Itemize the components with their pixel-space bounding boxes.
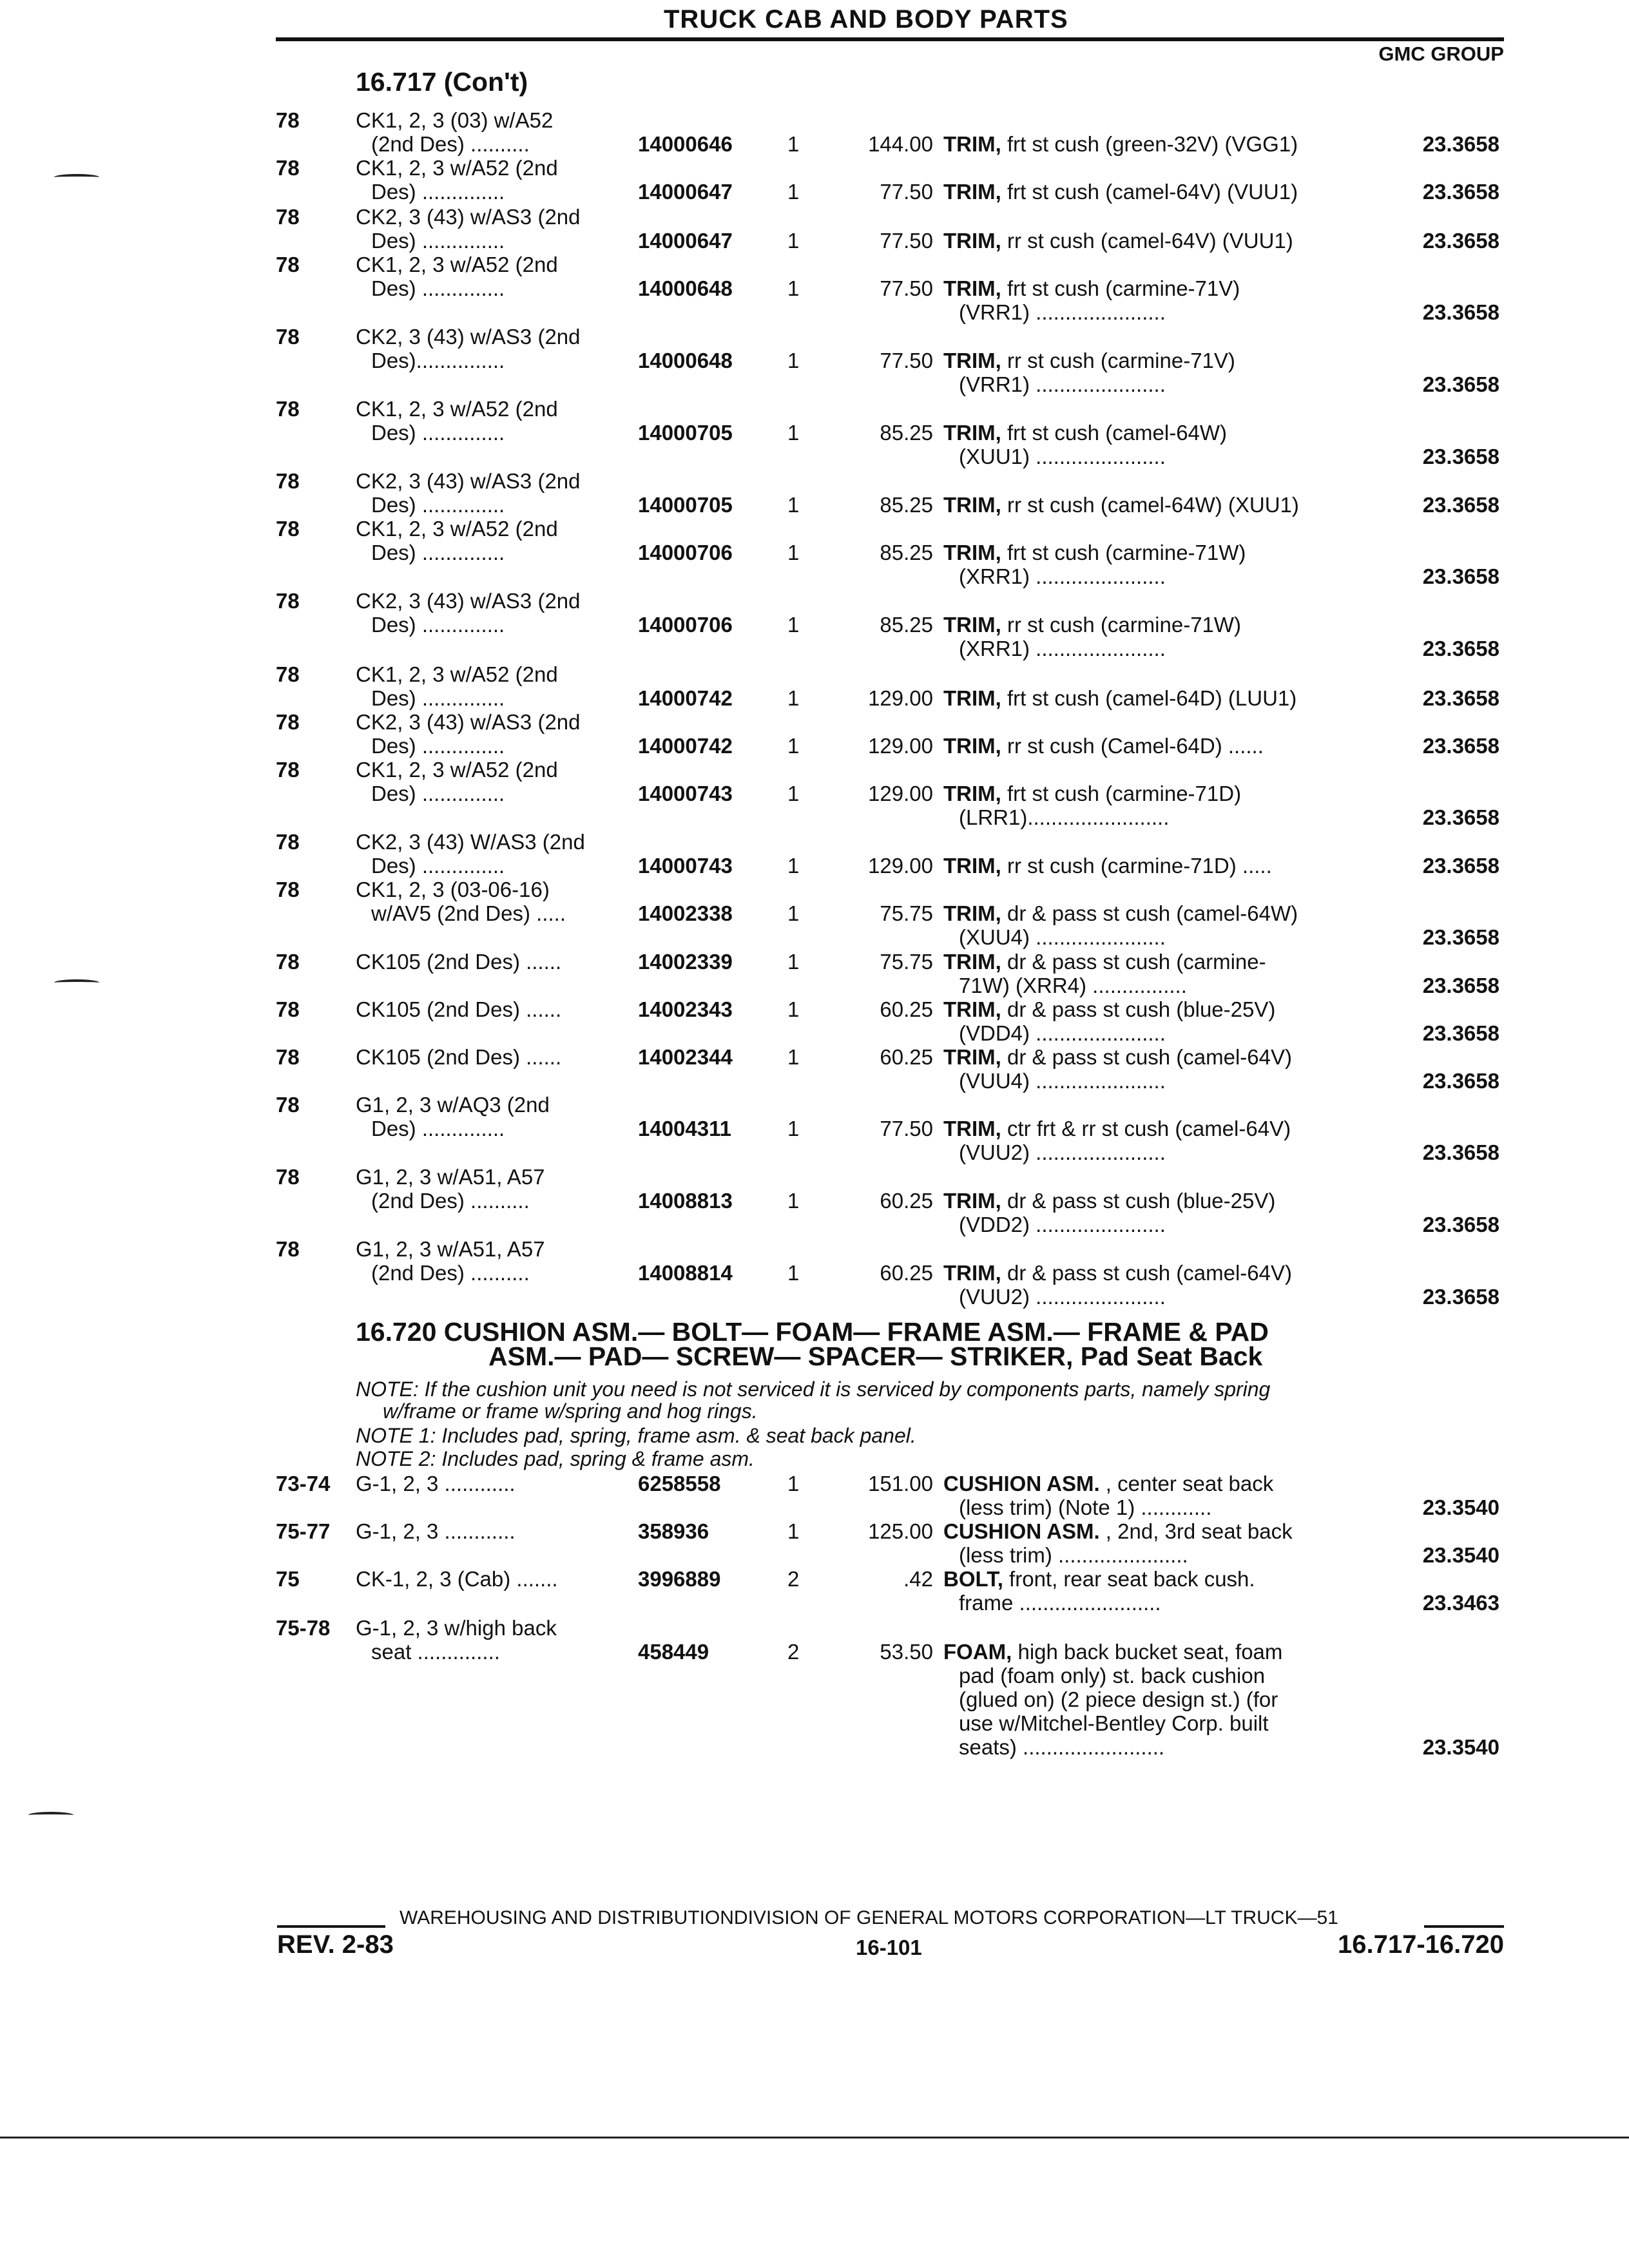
item-detail-cont: frame ........................	[959, 1591, 1161, 1615]
figure-ref: 75-77	[276, 1519, 331, 1543]
item-detail-cont: (VUU4) ......................	[959, 1069, 1166, 1093]
footer-rule-left	[277, 1925, 385, 1928]
price: 60.25	[880, 997, 933, 1021]
group-number: 23.3658	[1422, 564, 1499, 588]
item-keyword: CUSHION ASM.	[943, 1519, 1100, 1543]
item-detail-cont: (VUU2) ......................	[959, 1285, 1166, 1309]
application-desc-cont: Des) ..............	[371, 686, 505, 710]
application-desc: G1, 2, 3 w/AQ3 (2nd	[356, 1093, 550, 1117]
item-desc	[943, 276, 1240, 301]
item-desc	[943, 950, 1266, 974]
part-number: 6258558	[638, 1472, 721, 1495]
item-detail: frt st cush (camel-64W)	[1001, 421, 1228, 445]
group-number: 23.3658	[1422, 1021, 1499, 1045]
quantity: 1	[787, 1519, 800, 1543]
figure-ref: 75	[276, 1567, 300, 1591]
price: 129.00	[868, 734, 933, 758]
item-desc	[943, 1261, 1292, 1285]
item-detail-cont: (XRR1) ......................	[959, 637, 1166, 660]
application-desc: G-1, 2, 3 ............	[356, 1519, 516, 1543]
part-number: 14000647	[638, 229, 733, 253]
application-desc: CK2, 3 (43) W/AS3 (2nd	[356, 830, 585, 854]
price: 151.00	[868, 1472, 933, 1495]
item-desc	[943, 613, 1241, 637]
item-keyword: TRIM,	[943, 1261, 1001, 1285]
quantity: 1	[787, 854, 800, 878]
application-desc: CK1, 2, 3 w/A52 (2nd	[356, 253, 558, 276]
part-number: 3996889	[638, 1567, 721, 1591]
item-detail-cont: use w/Mitchel-Bentley Corp. built	[959, 1711, 1269, 1735]
item-desc	[943, 854, 1272, 878]
group-number: 23.3658	[1422, 734, 1499, 758]
application-desc: CK1, 2, 3 w/A52 (2nd	[356, 156, 558, 180]
note-general-cont: w/frame or frame w/spring and hog rings.	[383, 1399, 758, 1423]
application-desc-cont: Des) ..............	[371, 854, 505, 878]
group-number: 23.3658	[1422, 1069, 1499, 1093]
group-number: 23.3463	[1422, 1591, 1499, 1615]
scan-mark	[28, 1812, 73, 1818]
quantity: 1	[787, 349, 800, 372]
price: 85.25	[880, 421, 933, 445]
item-desc	[943, 180, 1298, 204]
price: 77.50	[880, 276, 933, 300]
group-number: 23.3540	[1422, 1543, 1499, 1567]
price: 144.00	[868, 132, 933, 156]
figure-ref: 78	[276, 997, 300, 1021]
group-number: 23.3658	[1422, 974, 1499, 997]
item-detail: dr & pass st cush (camel-64V)	[1001, 1045, 1292, 1069]
application-desc: CK1, 2, 3 w/A52 (2nd	[356, 662, 558, 686]
item-detail: rr st cush (Camel-64D) ......	[1001, 734, 1264, 758]
section-heading-16-720-line1: 16.720 CUSHION ASM.— BOLT— FOAM— FRAME ASM.— FRAME & PAD	[356, 1317, 1269, 1347]
application-desc: CK1, 2, 3 w/A52 (2nd	[356, 397, 558, 421]
figure-ref: 73-74	[276, 1472, 331, 1495]
item-desc	[943, 1045, 1292, 1070]
group-number: 23.3658	[1422, 686, 1499, 710]
item-desc	[943, 541, 1246, 565]
figure-ref: 78	[276, 1093, 300, 1117]
part-number: 14000742	[638, 734, 733, 758]
quantity: 1	[787, 1117, 800, 1140]
item-desc	[943, 901, 1298, 926]
footer-text: WAREHOUSING AND DISTRIBUTIONDIVISION OF GENERAL MOTORS CORPORATION—LT TRUCK—51	[400, 1907, 1338, 1928]
item-detail: rr st cush (carmine-71W)	[1001, 613, 1242, 637]
group-number: 23.3658	[1422, 1213, 1499, 1236]
section-heading-16-717: 16.717 (Con't)	[356, 67, 528, 97]
section-range: 16.717-16.720	[1337, 1930, 1504, 1959]
item-keyword: TRIM,	[943, 1117, 1001, 1140]
item-keyword: TRIM,	[943, 734, 1001, 758]
item-detail: ctr frt & rr st cush (camel-64V)	[1001, 1117, 1291, 1140]
item-detail: frt st cush (carmine-71W)	[1001, 541, 1246, 564]
figure-ref: 75-78	[276, 1616, 331, 1640]
figure-ref: 78	[276, 1165, 300, 1189]
part-number: 14002343	[638, 997, 733, 1021]
item-detail: dr & pass st cush (blue-25V)	[1001, 997, 1276, 1021]
application-desc-cont: Des) ..............	[371, 1117, 505, 1140]
item-desc	[943, 421, 1227, 445]
figure-ref: 78	[276, 156, 300, 180]
quantity: 2	[787, 1567, 800, 1591]
application-desc-cont: Des) ..............	[371, 734, 505, 758]
quantity: 1	[787, 686, 800, 710]
figure-ref: 78	[276, 108, 300, 132]
figure-ref: 78	[276, 830, 300, 854]
application-desc-cont: Des)...............	[371, 349, 505, 372]
item-desc	[943, 686, 1296, 711]
group-number: 23.3658	[1422, 180, 1499, 204]
application-desc: CK1, 2, 3 w/A52 (2nd	[356, 758, 558, 782]
figure-ref: 78	[276, 253, 300, 276]
item-keyword: TRIM,	[943, 132, 1001, 156]
item-detail: rr st cush (carmine-71D) .....	[1001, 854, 1272, 878]
figure-ref: 78	[276, 469, 300, 493]
application-desc: G-1, 2, 3 ............	[356, 1472, 516, 1495]
item-detail-cont: (VDD2) ......................	[959, 1213, 1166, 1236]
page-title: TRUCK CAB AND BODY PARTS	[664, 5, 1068, 34]
item-keyword: TRIM,	[943, 613, 1001, 637]
quantity: 1	[787, 734, 800, 758]
page-number: 16-101	[856, 1936, 922, 1959]
part-number: 14000648	[638, 276, 733, 300]
item-keyword: TRIM,	[943, 349, 1001, 372]
item-keyword: TRIM,	[943, 686, 1001, 710]
item-detail: rr st cush (camel-64W) (XUU1)	[1001, 493, 1299, 517]
item-detail-cont: (XRR1) ......................	[959, 564, 1166, 588]
item-desc	[943, 1640, 1282, 1664]
figure-ref: 78	[276, 710, 300, 734]
quantity: 1	[787, 421, 800, 445]
application-desc: CK105 (2nd Des) ......	[356, 1045, 562, 1069]
figure-ref: 78	[276, 878, 300, 901]
revision-label: REV. 2-83	[277, 1930, 394, 1959]
item-keyword: FOAM,	[943, 1640, 1012, 1664]
group-number: 23.3658	[1422, 445, 1499, 468]
price: .42	[903, 1567, 933, 1591]
item-detail: , 2nd, 3rd seat back	[1099, 1519, 1293, 1543]
quantity: 1	[787, 132, 800, 156]
part-number: 14008814	[638, 1261, 733, 1285]
item-detail-cont: pad (foam only) st. back cushion	[959, 1664, 1266, 1687]
part-number: 14004311	[638, 1117, 732, 1140]
application-desc-cont: Des) ..............	[371, 229, 505, 253]
price: 129.00	[868, 686, 933, 710]
quantity: 1	[787, 901, 800, 925]
part-number: 14002344	[638, 1045, 733, 1069]
part-number: 14000742	[638, 686, 733, 710]
footer-rule-right	[1424, 1925, 1504, 1928]
quantity: 1	[787, 782, 800, 805]
header-rule	[276, 37, 1504, 41]
item-keyword: BOLT,	[943, 1567, 1003, 1591]
part-number: 14000706	[638, 613, 733, 637]
application-desc-cont: Des) ..............	[371, 782, 505, 805]
item-keyword: TRIM,	[943, 421, 1001, 445]
price: 77.50	[880, 180, 933, 204]
group-number: 23.3540	[1422, 1495, 1499, 1519]
item-desc	[943, 349, 1235, 373]
scan-mark	[54, 174, 99, 180]
item-detail-cont: (LRR1)........................	[959, 805, 1170, 829]
application-desc-cont: Des) ..............	[371, 541, 505, 564]
group-number: 23.3540	[1422, 1735, 1499, 1759]
price: 60.25	[880, 1189, 933, 1213]
price: 75.75	[880, 901, 933, 925]
part-number: 14008813	[638, 1189, 733, 1213]
item-detail-cont: (XUU4) ......................	[959, 925, 1166, 949]
figure-ref: 78	[276, 205, 300, 229]
quantity: 1	[787, 493, 800, 517]
figure-ref: 78	[276, 1045, 300, 1069]
item-keyword: TRIM,	[943, 854, 1001, 878]
item-detail: frt st cush (carmine-71V)	[1001, 276, 1240, 300]
item-detail-cont: (less trim) (Note 1) ............	[959, 1495, 1212, 1519]
item-detail-cont: (VDD4) ......................	[959, 1021, 1166, 1045]
application-desc-cont: w/AV5 (2nd Des) .....	[371, 901, 566, 925]
application-desc: CK2, 3 (43) w/AS3 (2nd	[356, 205, 581, 229]
item-detail: dr & pass st cush (camel-64V)	[1001, 1261, 1292, 1285]
note-general: NOTE: If the cushion unit you need is not serviced it is serviced by components parts, namely spring	[356, 1378, 1271, 1401]
application-desc: CK2, 3 (43) w/AS3 (2nd	[356, 325, 581, 349]
application-desc-cont: (2nd Des) ..........	[371, 1189, 530, 1213]
item-desc	[943, 1567, 1255, 1591]
item-detail: frt st cush (camel-64D) (LUU1)	[1001, 686, 1297, 710]
application-desc-cont: Des) ..............	[371, 276, 505, 300]
item-desc	[943, 782, 1241, 806]
quantity: 1	[787, 276, 800, 300]
item-keyword: TRIM,	[943, 229, 1001, 253]
group-number: 23.3658	[1422, 229, 1499, 253]
figure-ref: 78	[276, 589, 300, 613]
price: 77.50	[880, 229, 933, 253]
item-detail-cont: (glued on) (2 piece design st.) (for	[959, 1687, 1278, 1711]
group-number: 23.3658	[1422, 805, 1499, 829]
item-detail: dr & pass st cush (carmine-	[1001, 950, 1266, 974]
item-detail: dr & pass st cush (blue-25V)	[1001, 1189, 1276, 1213]
price: 129.00	[868, 782, 933, 805]
quantity: 1	[787, 613, 800, 637]
application-desc-cont: seat ..............	[371, 1640, 500, 1664]
item-desc	[943, 1519, 1293, 1544]
price: 53.50	[880, 1640, 933, 1664]
application-desc: G-1, 2, 3 w/high back	[356, 1616, 557, 1640]
item-detail: frt st cush (green-32V) (VGG1)	[1001, 132, 1298, 156]
note-2: NOTE 2: Includes pad, spring & frame asm.	[356, 1447, 755, 1470]
group-number: 23.3658	[1422, 1140, 1499, 1164]
application-desc: G1, 2, 3 w/A51, A57	[356, 1237, 545, 1261]
item-detail-cont: (XUU1) ......................	[959, 445, 1166, 468]
item-keyword: TRIM,	[943, 493, 1001, 517]
item-desc	[943, 1472, 1273, 1496]
item-keyword: TRIM,	[943, 782, 1001, 805]
application-desc: CK2, 3 (43) w/AS3 (2nd	[356, 710, 581, 734]
group-number: 23.3658	[1422, 493, 1499, 517]
application-desc-cont: Des) ..............	[371, 421, 505, 445]
part-number: 14000647	[638, 180, 733, 204]
figure-ref: 78	[276, 397, 300, 421]
page-bottom-edge	[0, 2137, 1629, 2138]
item-detail: rr st cush (camel-64V) (VUU1)	[1001, 229, 1293, 253]
application-desc-cont: Des) ..............	[371, 493, 505, 517]
price: 129.00	[868, 854, 933, 878]
application-desc: CK105 (2nd Des) ......	[356, 950, 562, 974]
note-1: NOTE 1: Includes pad, spring, frame asm. & seat back panel.	[356, 1424, 916, 1447]
figure-ref: 78	[276, 662, 300, 686]
figure-ref: 78	[276, 1237, 300, 1261]
item-desc	[943, 229, 1293, 253]
item-keyword: TRIM,	[943, 950, 1001, 974]
application-desc: CK1, 2, 3 (03-06-16)	[356, 878, 550, 901]
item-keyword: TRIM,	[943, 180, 1001, 204]
item-detail: frt st cush (camel-64V) (VUU1)	[1001, 180, 1298, 204]
item-detail: dr & pass st cush (camel-64W)	[1001, 901, 1298, 925]
item-detail: high back bucket seat, foam	[1012, 1640, 1283, 1664]
item-detail-cont: (less trim) ......................	[959, 1543, 1188, 1567]
part-number: 14002338	[638, 901, 733, 925]
part-number: 14000648	[638, 349, 733, 372]
part-number: 358936	[638, 1519, 709, 1543]
application-desc: CK2, 3 (43) w/AS3 (2nd	[356, 589, 581, 613]
item-desc	[943, 997, 1275, 1022]
item-detail: front, rear seat back cush.	[1003, 1567, 1255, 1591]
item-keyword: TRIM,	[943, 276, 1001, 300]
part-number: 14000743	[638, 782, 733, 805]
item-keyword: TRIM,	[943, 1189, 1001, 1213]
price: 85.25	[880, 541, 933, 564]
price: 60.25	[880, 1045, 933, 1069]
price: 85.25	[880, 613, 933, 637]
quantity: 2	[787, 1640, 800, 1664]
item-detail-cont: 71W) (XRR4) ................	[959, 974, 1187, 997]
part-number: 14000646	[638, 132, 733, 156]
application-desc-cont: Des) ..............	[371, 180, 505, 204]
quantity: 1	[787, 229, 800, 253]
item-keyword: TRIM,	[943, 541, 1001, 564]
item-keyword: TRIM,	[943, 1045, 1001, 1069]
item-desc	[943, 132, 1298, 157]
figure-ref: 78	[276, 950, 300, 974]
group-number: 23.3658	[1422, 854, 1499, 878]
item-detail: frt st cush (carmine-71D)	[1001, 782, 1242, 805]
part-number: 14000705	[638, 493, 733, 517]
application-desc: CK105 (2nd Des) ......	[356, 997, 562, 1021]
price: 60.25	[880, 1261, 933, 1285]
group-number: 23.3658	[1422, 372, 1499, 396]
quantity: 1	[787, 1189, 800, 1213]
group-label: GMC GROUP	[1378, 43, 1504, 65]
part-number: 14002339	[638, 950, 733, 974]
part-number: 14000743	[638, 854, 733, 878]
item-keyword: TRIM,	[943, 997, 1001, 1021]
group-number: 23.3658	[1422, 132, 1499, 156]
item-desc	[943, 1117, 1291, 1141]
application-desc: CK2, 3 (43) w/AS3 (2nd	[356, 469, 581, 493]
application-desc-cont: Des) ..............	[371, 613, 505, 637]
figure-ref: 78	[276, 758, 300, 782]
application-desc-cont: (2nd Des) ..........	[371, 1261, 530, 1285]
item-keyword: CUSHION ASM.	[943, 1472, 1100, 1495]
scan-mark	[54, 979, 99, 986]
price: 75.75	[880, 950, 933, 974]
item-keyword: TRIM,	[943, 901, 1001, 925]
part-number: 14000706	[638, 541, 733, 564]
price: 125.00	[868, 1519, 933, 1543]
quantity: 1	[787, 1045, 800, 1069]
price: 85.25	[880, 493, 933, 517]
quantity: 1	[787, 1472, 800, 1495]
price: 77.50	[880, 349, 933, 372]
application-desc: CK-1, 2, 3 (Cab) .......	[356, 1567, 558, 1591]
group-number: 23.3658	[1422, 1285, 1499, 1309]
figure-ref: 78	[276, 517, 300, 541]
item-desc	[943, 734, 1264, 758]
application-desc: G1, 2, 3 w/A51, A57	[356, 1165, 545, 1189]
price: 77.50	[880, 1117, 933, 1140]
group-number: 23.3658	[1422, 925, 1499, 949]
section-heading-16-720-line2: ASM.— PAD— SCREW— SPACER— STRIKER, Pad Seat Back	[488, 1341, 1263, 1371]
quantity: 1	[787, 1261, 800, 1285]
item-detail: , center seat back	[1099, 1472, 1274, 1495]
quantity: 1	[787, 950, 800, 974]
item-detail-cont: seats) ........................	[959, 1735, 1165, 1759]
item-detail-cont: (VRR1) ......................	[959, 372, 1166, 396]
item-detail: rr st cush (carmine-71V)	[1001, 349, 1235, 372]
item-desc	[943, 1189, 1275, 1213]
application-desc: CK1, 2, 3 (03) w/A52	[356, 108, 554, 132]
group-number: 23.3658	[1422, 637, 1499, 660]
quantity: 1	[787, 541, 800, 564]
group-number: 23.3658	[1422, 300, 1499, 324]
application-desc-cont: (2nd Des) ..........	[371, 132, 530, 156]
quantity: 1	[787, 997, 800, 1021]
quantity: 1	[787, 180, 800, 204]
item-desc	[943, 493, 1299, 517]
part-number: 14000705	[638, 421, 733, 445]
item-detail-cont: (VRR1) ......................	[959, 300, 1166, 324]
part-number: 458449	[638, 1640, 709, 1664]
application-desc: CK1, 2, 3 w/A52 (2nd	[356, 517, 558, 541]
figure-ref: 78	[276, 325, 300, 349]
item-detail-cont: (VUU2) ......................	[959, 1140, 1166, 1164]
